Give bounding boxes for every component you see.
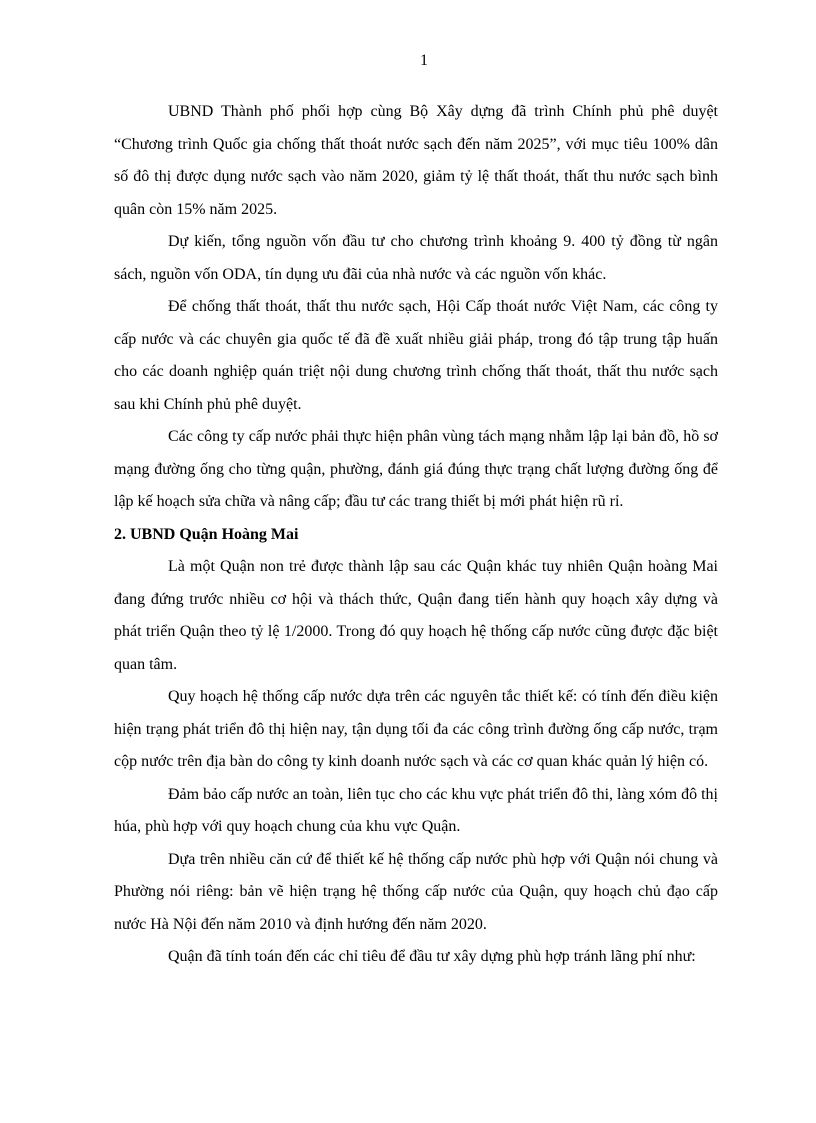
paragraph: UBND Thành phố phối hợp cùng Bộ Xây dựng đã trình Chính phủ phê duyệt “Chương trình Quốc gia chống thất thoát nước sạch đến năm 2025”, với mục tiêu 100% dân số đô thị được dụng nước sạch vào năm 2020, giảm tỷ lệ thất thoát, thất thu nước sạch bình quân còn 15% năm 2025. <box>114 103 718 218</box>
paragraph: Đảm bảo cấp nước an toàn, liên tục cho các khu vực phát triển đô thi, làng xóm đô thị húa, phù hợp với quy hoạch chung của khu vực Quận. <box>114 785 718 835</box>
page-number: 1 <box>420 52 428 69</box>
document-body <box>114 96 718 974</box>
section-heading: 2. UBND Quận Hoàng Mai <box>114 525 299 543</box>
paragraph: Các công ty cấp nước phải thực hiện phân vùng tách mạng nhằm lập lại bản đồ, hồ sơ mạng đường ống cho từng quận, phường, đánh giá đúng thực trạng chất lượng đường ống để lập kế hoạch sửa chữa và nâng cấp; đầu tư các trang thiết bị mới phát hiện rũ rỉ. <box>114 428 718 510</box>
paragraph: Quận đã tính toán đến các chỉ tiêu để đầu tư xây dựng phù hợp tránh lãng phí như: <box>168 948 696 965</box>
paragraph: Dự kiến, tổng nguồn vốn đầu tư cho chương trình khoảng 9. 400 tỷ đồng từ ngân sách, nguồn vốn ODA, tín dụng ưu đãi của nhà nước và các nguồn vốn khác. <box>114 233 718 283</box>
paragraph: Quy hoạch hệ thống cấp nước dựa trên các nguyên tắc thiết kế: có tính đến điều kiện hiện trạng phát triển đô thị hiện nay, tận dụng tối đa các công trình đường ống cấp nước, trạm cộp nước trên địa bàn do công ty kinh doanh nước sạch và các cơ quan khác quản lý hiện có. <box>114 688 718 770</box>
paragraph: Dựa trên nhiều căn cứ để thiết kế hệ thống cấp nước phù hợp với Quận nói chung và Phường nói riêng: bản vẽ hiện trạng hệ thống cấp nước của Quận, quy hoạch chủ đạo cấp nước Hà Nội đến năm 2010 và định hướng đến năm 2020. <box>114 850 718 933</box>
paragraph: Là một Quận non trẻ được thành lập sau các Quận khác tuy nhiên Quận hoàng Mai đang đứng trước nhiều cơ hội và thách thức, Quận đang tiến hành quy hoạch xây dựng và phát triển Quận theo tỷ lệ 1/2000. Trong đó quy hoạch hệ thống cấp nước cũng được đặc biệt quan tâm. <box>114 558 718 673</box>
paragraph: Để chống thất thoát, thất thu nước sạch, Hội Cấp thoát nước Việt Nam, các công ty cấp nước và các chuyên gia quốc tế đã đề xuất nhiều giải pháp, trong đó tập trung tập huấn cho các doanh nghiệp quán triệt nội dung chương trình chống thất thoát, thất thu nước sạch sau khi Chính phủ phê duyệt. <box>114 298 718 413</box>
